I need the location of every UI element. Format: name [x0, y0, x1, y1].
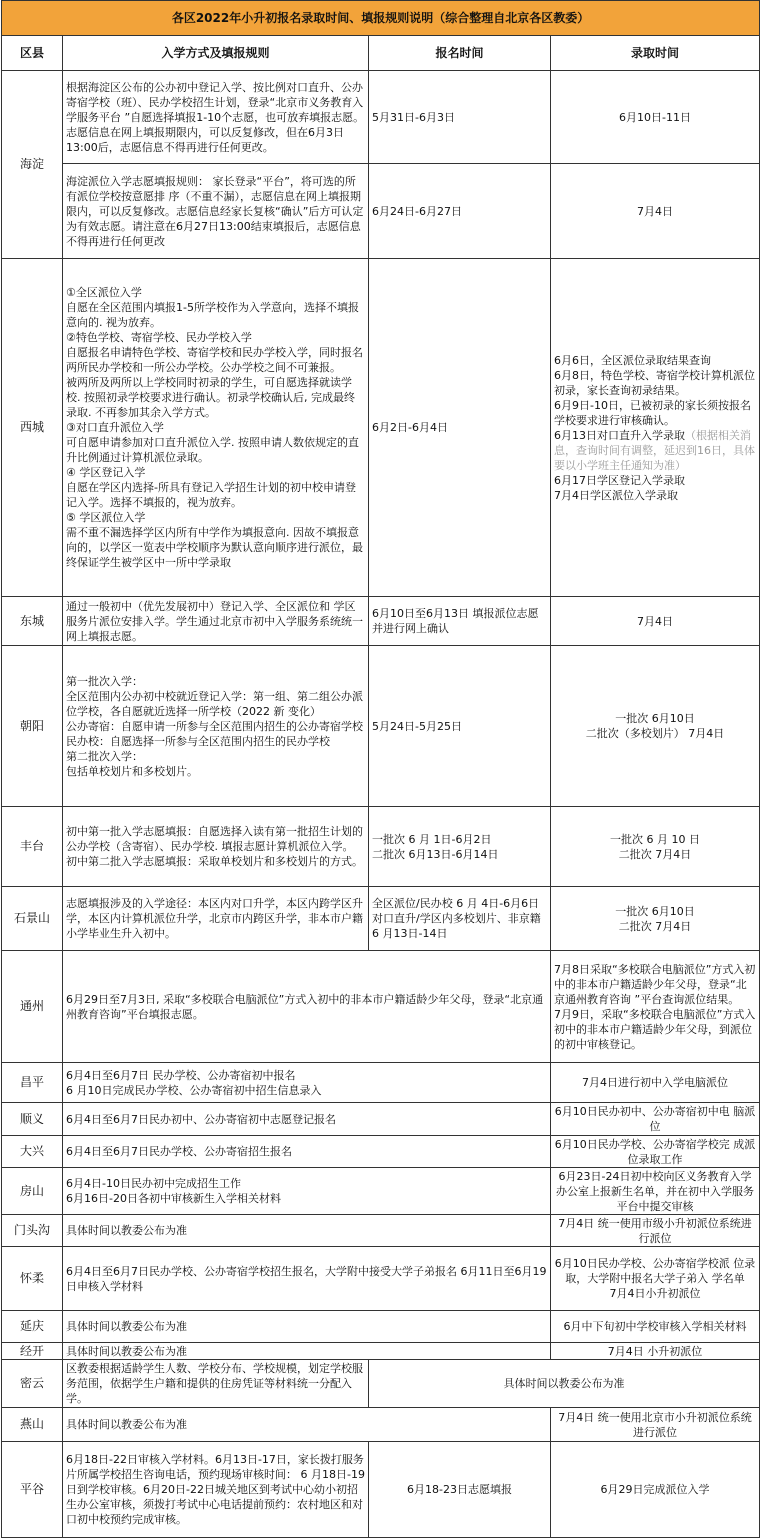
signup-cell: 5月24日-5月25日: [369, 646, 551, 807]
rules-cell: 6月4日-10日民办初中完成招生工作 6月16日-20日各初中审核新生入学相关材料: [66, 1177, 281, 1205]
signup-cell: 5月31日-6月3日: [369, 71, 551, 164]
table-row: [2, 646, 760, 807]
table-row: [2, 1136, 760, 1168]
signup-cell: 6月18-23日志愿填报: [369, 1442, 551, 1538]
rules-cell: 6月18日-22日审核入学材料。6月13日-17日，家长拨打服务片所属学校招生咨询电话，预约现场审核时间： 6 月18日-19日到学校审核。6月20日-22日城关地区到考试中心幼小初招生办公室审核，须拨打考试中心电话提前预约：农村地区和对口初中校预约完成审核。: [66, 1453, 365, 1526]
rules-cell: 通过一般初中（优先发展初中）登记入学、全区派位和 学区服务片派位安排入学。学生通过北京市初中入学服务系统统一网上填报志愿。: [66, 599, 363, 643]
admission-cell: 7月4日 统一使用市级小升初派位系统进行派位: [551, 1215, 760, 1247]
district-cell: 丰台: [2, 807, 63, 887]
table-row: [2, 1247, 760, 1311]
table-row: [2, 887, 760, 951]
signup-cell: 一批次 6 月 1日-6月2日 二批次 6月13日-6月14日: [372, 832, 499, 861]
district-cell: 大兴: [2, 1136, 63, 1168]
admission-cell: 7月4日: [551, 597, 760, 646]
rules-cell: 具体时间以教委公布为准: [63, 1408, 551, 1442]
admission-cell: 7月4日 小升初派位: [551, 1343, 760, 1360]
header-district: 区县: [2, 36, 63, 71]
district-cell: 燕山: [2, 1408, 63, 1442]
admission-cell: 7月4日进行初中入学电脑派位: [551, 1063, 760, 1103]
admission-text: 6月17日学区登记入学录取 7月4日学区派位入学录取: [554, 473, 685, 502]
admission-cell: 一批次 6月10日 二批次 7月4日: [615, 904, 695, 933]
table-row: [2, 1168, 760, 1215]
table-row: [2, 164, 760, 259]
rules-cell: 6月4日至6月7日民办学校、公办寄宿招生报名: [63, 1136, 551, 1168]
admission-cell: 7月4日 统一使用北京市小升初派位系统进行派位: [551, 1408, 760, 1442]
rules-cell: 志愿填报涉及的入学途径：本区内对口升学，本区内跨学区升学，本区内计算机派位升学，北京市内跨区升学，非本市户籍小学毕业生升入初中。: [66, 897, 363, 940]
rules-cell: 区教委根据适龄学生人数、学校分布、学校规模，划定学校服务范围，依据学生户籍和提供的住房凭证等材料统一分配入学。: [66, 1362, 363, 1405]
rules-cell: 具体时间以教委公布为准: [63, 1311, 551, 1343]
district-cell: 怀柔: [2, 1247, 63, 1311]
table-row: [2, 1311, 760, 1343]
header-signup: 报名时间: [369, 36, 551, 71]
table-row: [2, 951, 760, 1063]
district-cell: 通州: [2, 951, 63, 1063]
table-row: [2, 597, 760, 646]
district-cell: 昌平: [2, 1063, 63, 1103]
district-cell: 经开: [2, 1343, 63, 1360]
table-row: [2, 1408, 760, 1442]
district-cell: 平谷: [2, 1442, 63, 1538]
district-cell: 西城: [2, 259, 63, 597]
rules-cell: 具体时间以教委公布为准: [63, 1343, 551, 1360]
rules-cell: 第一批次入学： 全区范围内公办初中校就近登记入学：第一组、第二组公办派位学校，各自愿就近选择一所学校（2022 新 变化） 公办寄宿：自愿申请一所参与全区范围内招生的公办寄宿学校 民办校：自愿选择一所参与全区范围内招生的民办学校 第二批次入学： 包括单校划片和多校划片。: [66, 674, 363, 778]
district-cell: 顺义: [2, 1103, 63, 1136]
admission-cell: 6月10日民办学校、公办寄宿学校完 成派位录取工作: [551, 1136, 760, 1168]
district-cell: 延庆: [2, 1311, 63, 1343]
rules-cell: 6月29日至7月3日, 采取“多校联合电脑派位”方式入初中的非本市户籍适龄少年父母，登录“北京通州教育咨询”平台填报志愿。: [66, 992, 544, 1021]
admission-text: 6月6日，全区派位录取结果查询 6月8日，特色学校、寄宿学校计算机派位初录，家长查询初录结果。 6月9日-10日，已被初录的家长须按报名学校要求进行审核确认。 6月13日对口直升入学录取: [554, 353, 755, 442]
district-cell: 东城: [2, 597, 63, 646]
rules-cell: 初中第一批入学志愿填报：自愿选择入读有第一批招生计划的公办学校（含寄宿）、民办学校. 填报志愿计算机派位入学。 初中第二批入学志愿填报：采取单校划片和多校划片的方式。: [66, 825, 363, 868]
table-row: [2, 71, 760, 164]
table-title: 各区2022年小升初报名录取时间、填报规则说明（综合整理自北京各区教委）: [2, 1, 760, 36]
merged-time-cell: 具体时间以教委公布为准: [369, 1360, 760, 1408]
district-cell: 门头沟: [2, 1215, 63, 1247]
district-cell: 房山: [2, 1168, 63, 1215]
admission-cell: 一批次 6月10日 二批次（多校划片） 7月4日: [585, 712, 725, 740]
header-rules: 入学方式及填报规则: [63, 36, 369, 71]
table-row: [2, 1360, 760, 1408]
district-cell: 海淀: [2, 71, 63, 259]
signup-cell: 6月2日-6月4日: [369, 259, 551, 597]
admission-cell: 7月8日采取“多校联合电脑派位”方式入初中的非本市户籍适龄少年父母，登录“北京通州教育咨询 ”平台查询派位结果。 7月9日，采取“多校联合电脑派位”方式入初中的非本市户籍适龄少年父母，到派位的初中审核登记。: [554, 962, 756, 1051]
rules-cell: 根据海淀区公布的公办初中登记入学、按比例对口直升、公办寄宿学校（班）、民办学校招生计划，登录“北京市义务教育入学服务平台 ”自愿选择填报1-10个志愿，也可放弃填报志愿。 志愿信息在网上填报期限内，可以反复修改，但在6月3日13:00后，志愿信息不得再进行任何更改。: [66, 80, 365, 154]
table-row: [2, 1063, 760, 1103]
admission-note: （根据相关消息，查询时间有调整，延迟到16日，具体要以小学班主任通知为准）: [554, 428, 755, 472]
rules-cell: 海淀派位入学志愿填报规则： 家长登录“平台”，将可选的所有派位学校按意愿排 序（不重不漏），志愿信息在网上填报期限内，可以反复修改。志愿信息经家长复核“确认”后方可认定为有效志愿。请注意在6月27日13:00结束填报后，志愿信息不得再进行任何更改: [66, 174, 364, 248]
table-row: [2, 807, 760, 887]
district-cell: 朝阳: [2, 646, 63, 807]
admission-cell: 6月23日-24日初中校向区义务教育入学办公室上报新生名单，并在初中入学服务平台中提交审核: [551, 1168, 760, 1215]
district-cell: 石景山: [2, 887, 63, 951]
signup-cell: 全区派位/民办校 6 月 4日-6月6日 对口直升/学区内多校划片、非京籍 6 月13日-14日: [372, 897, 541, 940]
header-admission: 录取时间: [551, 36, 760, 71]
signup-cell: 6月10日至6月13日 填报派位志愿并进行网上确认: [369, 597, 551, 646]
table-row: [2, 1103, 760, 1136]
table-row: [2, 259, 760, 597]
table-row: [2, 1215, 760, 1247]
admission-cell: 7月4日: [551, 164, 760, 259]
rules-cell: ①全区派位入学 自愿在全区范围内填报1-5所学校作为入学意向，选择不填报意向的. 视为放弃。 ②特色学校、寄宿学校、民办学校入学 自愿报名申请特色学校、寄宿学校和民办学校入学，同时报名两所民办学校和一所公办学校。公办学校之间不可兼报。 被两所及两所以上学校同时初录的学生，可自愿选择就读学校. 按照初录学校要求进行确认。初录学校确认后, 完成最终录取. 不再参加其余入学方式。 ③对口直升派位入学 可自愿申请参加对口直升派位入学. 按照申请人数依规定的直升比例通过计算机派位录取。 ④ 学区登记入学 自愿在学区内选择-所具有登记入学招生计划的初中校申请登记入学。选择不填报的，视为放弃。 ⑤ 学区派位入学 需不重不漏选择学区内所有中学作为填报意向. 因故不填报意向的，以学区一览表中学校顺序为默认意向顺序进行派位，最终保证学生被学区中一所中学录取: [66, 286, 363, 569]
table-row: [2, 1343, 760, 1360]
rules-cell: 具体时间以教委公布为准: [63, 1215, 551, 1247]
district-cell: 密云: [2, 1360, 63, 1408]
table-row: [2, 1442, 760, 1538]
rules-cell: 6月4日至6月7日 民办学校、公办寄宿初中报名 6 月10日完成民办学校、公办寄宿初中招生信息录入: [66, 1068, 322, 1097]
admission-cell: 6月中下旬初中学校审核入学相关材料: [551, 1311, 760, 1343]
admission-cell: 6月10日民办学校、公办寄宿学校派 位录取，大学附中报名大学子弟入 学名单 7月4日小升初派位: [554, 1257, 756, 1300]
admission-cell: 6月10日民办初中、公办寄宿初中电 脑派位: [551, 1103, 760, 1136]
admission-cell: [551, 259, 760, 597]
rules-cell: 6月4日至6月7日民办初中、公办寄宿初中志愿登记报名: [63, 1103, 551, 1136]
rules-cell: 6月4日至6月7日民办学校、公办寄宿学校招生报名，大学附中接受大学子弟报名 6月11日至6月19日申核入学材料: [63, 1247, 551, 1311]
admission-table: [1, 0, 760, 1538]
signup-cell: 6月24日-6月27日: [369, 164, 551, 259]
admission-cell: 一批次 6 月 10 日 二批次 7月4日: [610, 832, 700, 861]
admission-cell: 6月29日完成派位入学: [551, 1442, 760, 1538]
admission-cell: 6月10日-11日: [551, 71, 760, 164]
